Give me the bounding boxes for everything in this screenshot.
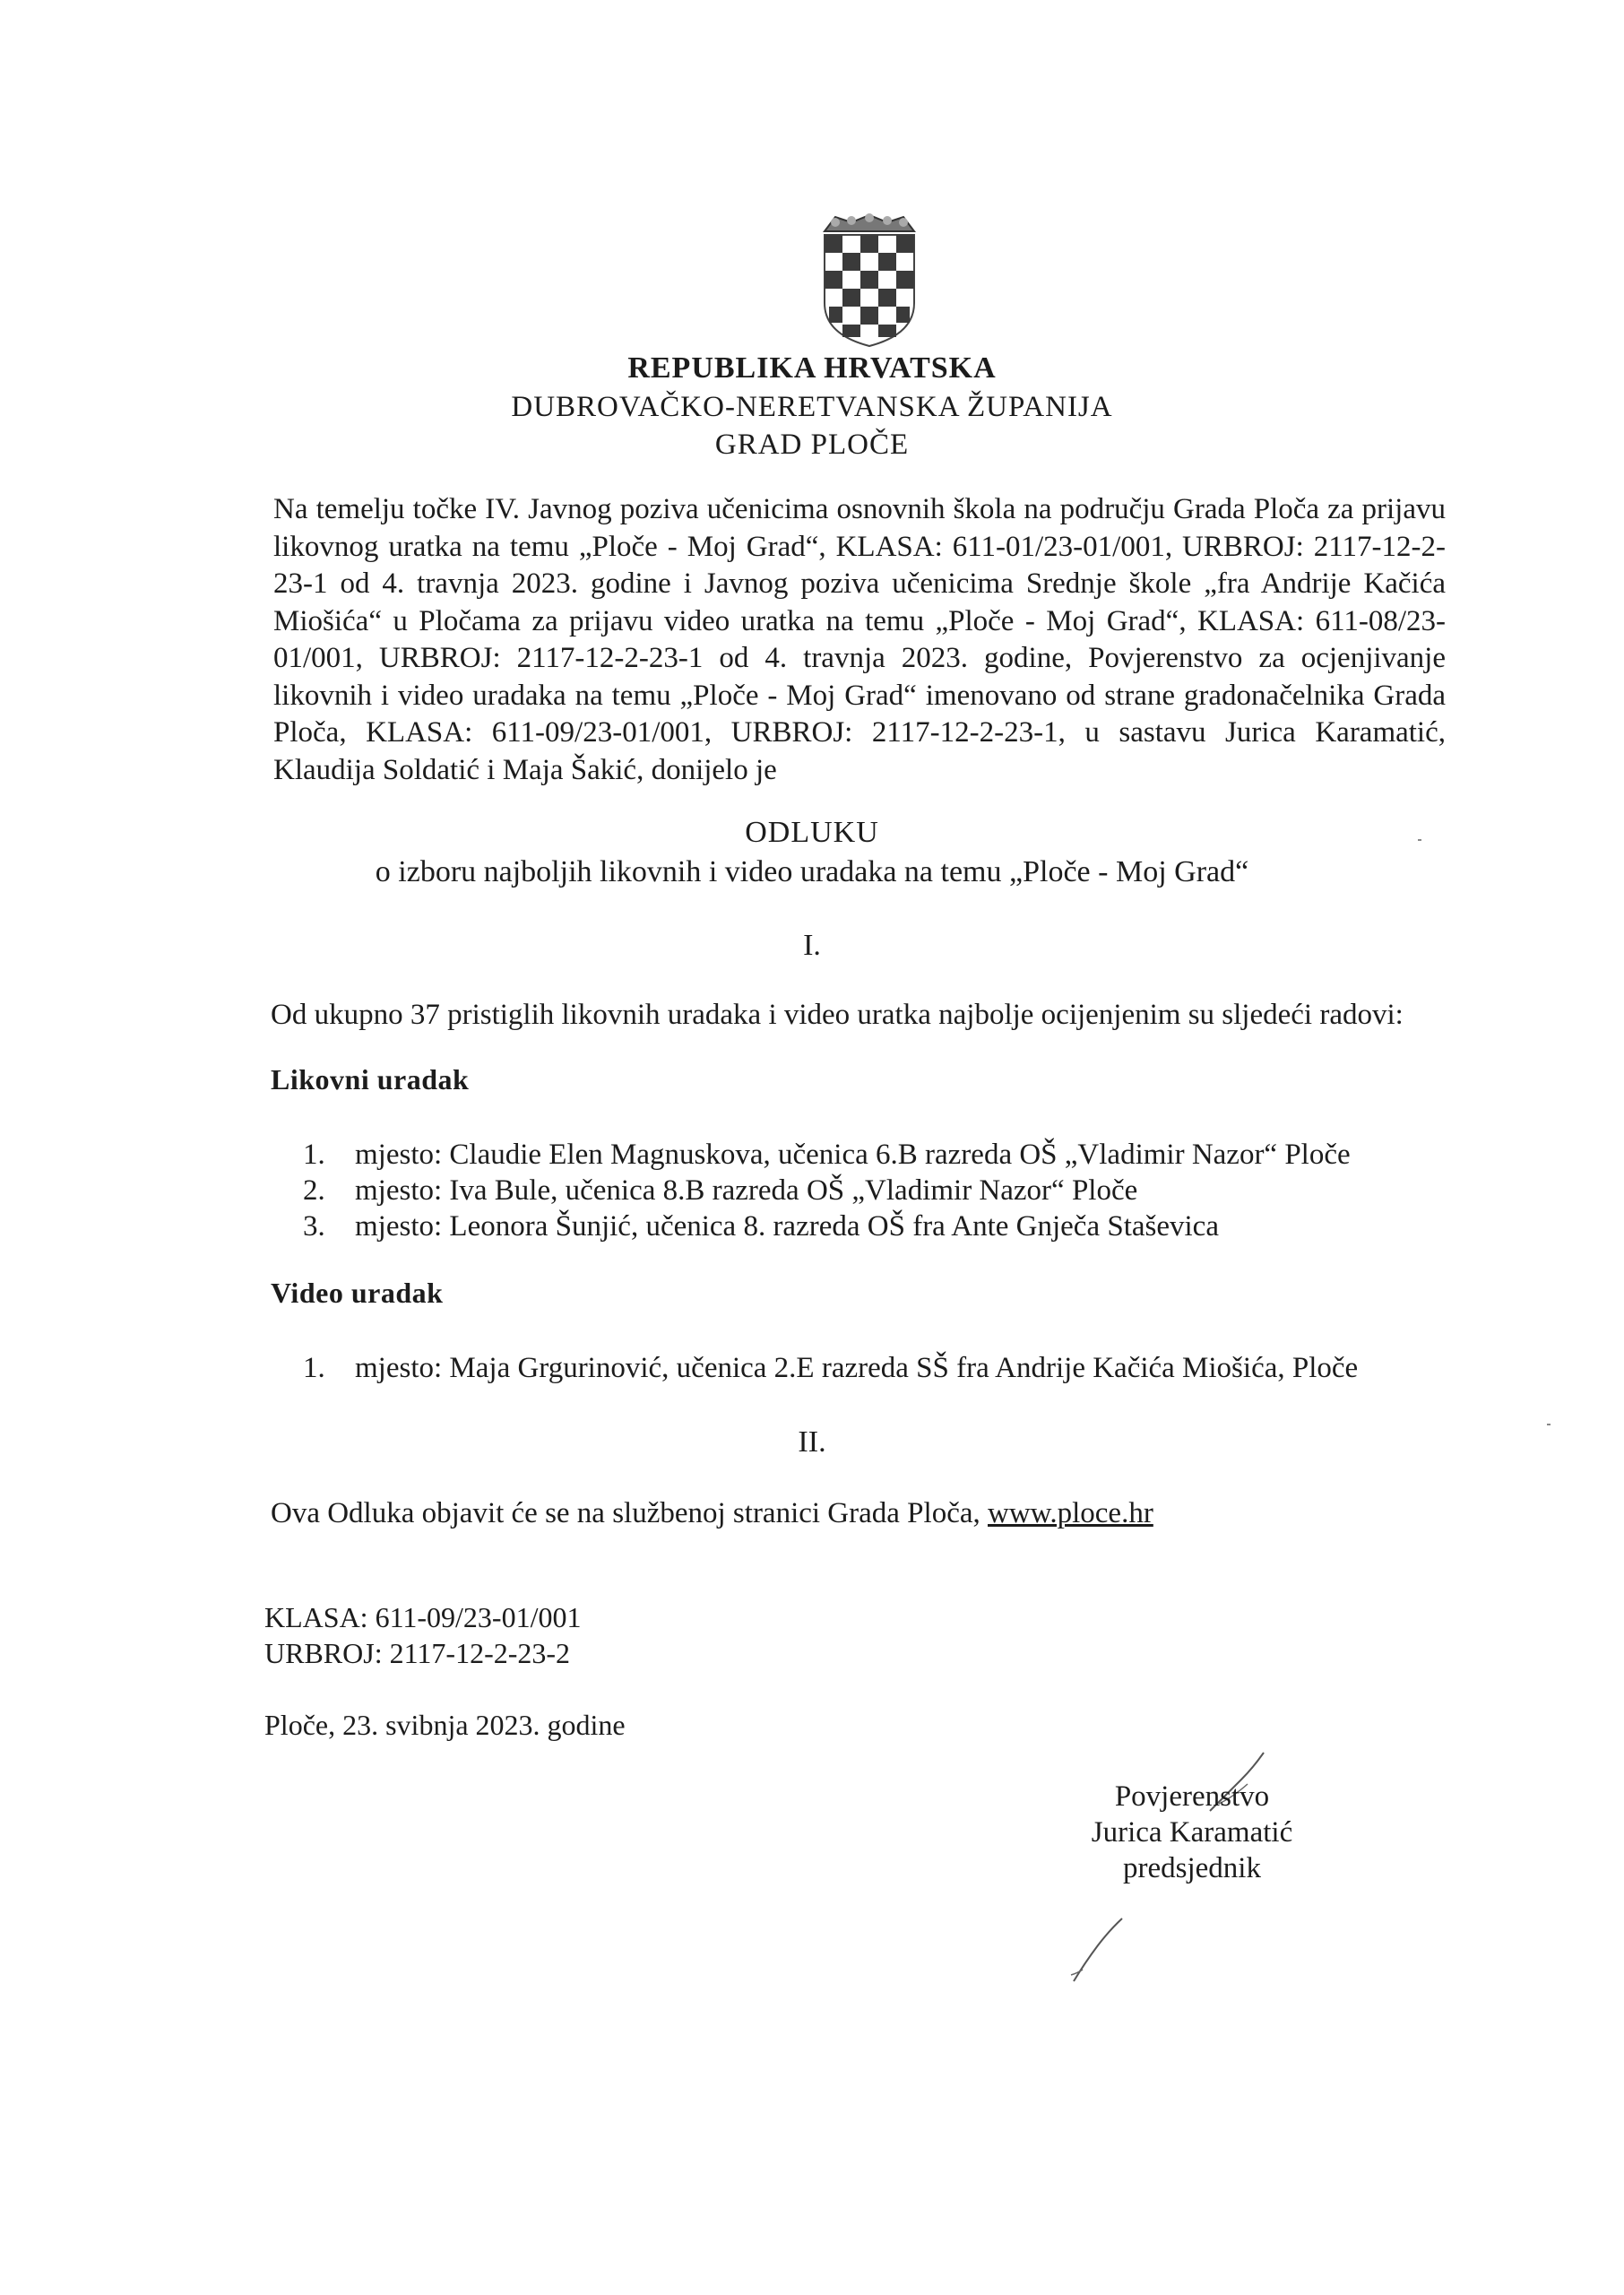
list-item xyxy=(303,1208,1351,1244)
results-intro: Od ukupno 37 pristiglih likovnih uradaka i video uratka najbolje ocijenjenim su sljedeći radovi: xyxy=(271,999,1404,1031)
award-number: 3. xyxy=(303,1210,325,1243)
award-text: mjesto: Leonora Šunjić, učenica 8. razreda OŠ fra Ante Gnječa Staševica xyxy=(355,1210,1219,1243)
header-county: DUBROVAČKO-NERETVANSKA ŽUPANIJA xyxy=(511,391,1113,423)
decision-subtitle: o izboru najboljih likovnih i video uradaka na temu „Ploče - Moj Grad“ xyxy=(375,855,1249,888)
award-number: 2. xyxy=(303,1174,325,1207)
signature-block xyxy=(1058,1779,1326,1886)
video-awards-list xyxy=(303,1350,1358,1386)
list-item xyxy=(303,1350,1358,1386)
website-link[interactable]: www.ploce.hr xyxy=(988,1497,1153,1529)
signature-committee: Povjerenstvo xyxy=(1114,1780,1270,1813)
award-text: mjesto: Maja Grgurinović, učenica 2.E razreda SŠ fra Andrije Kačića Miošića, Ploče xyxy=(355,1352,1359,1384)
publish-text: Ova Odluka objavit će se na službenoj stranici Grada Ploča, xyxy=(271,1497,988,1529)
signature-scribble-icon xyxy=(1067,1914,1129,1986)
art-heading: Likovni uradak xyxy=(271,1063,470,1096)
klasa-number: KLASA: 611-09/23-01/001 xyxy=(264,1601,582,1633)
signature-role: predsjednik xyxy=(1123,1852,1261,1884)
award-text: mjesto: Claudie Elen Magnuskova, učenica 6.B razreda OŠ „Vladimir Nazor“ Ploče xyxy=(355,1139,1351,1171)
scan-speck xyxy=(1547,1424,1551,1425)
urbroj-number: URBROJ: 2117-12-2-23-2 xyxy=(264,1637,571,1669)
list-item xyxy=(303,1137,1351,1173)
intro-paragraph: Na temelju točke IV. Javnog poziva učenicima osnovnih škola na području Grada Ploča za prijavu likovnog uratka na temu „Ploče - Moj Grad“, KLASA: 611-01/23-01/001, URBROJ: 2117-12-2-23-1 od 4. travnja 2023. godine i Javnog poziva učenicima Srednje škole „fra Andrije Kačića Miošića“ u Pločama za prijavu video uratka na temu „Ploče - Moj Grad“, KLASA: 611-08/23-01/001, URBROJ: 2117-12-2-23-1 od 4. travnja 2023. godine, Povjerenstvo za ocjenjivanje likovnih i video uradaka na temu „Ploče - Moj Grad“ imenovano od strane gradonačelnika Grada Ploča, KLASA: 611-09/23-01/001, URBROJ: 2117-12-2-23-1, u sastavu Jurica Karamatić, Klaudija Soldatić i Maja Šakić, donijelo je xyxy=(273,493,1446,786)
publish-note xyxy=(271,1497,1153,1530)
place-date: Ploče, 23. svibnja 2023. godine xyxy=(264,1709,626,1741)
art-awards-list xyxy=(303,1137,1351,1244)
coat-of-arms-icon xyxy=(816,204,923,348)
award-text: mjesto: Iva Bule, učenica 8.B razreda OŠ „Vladimir Nazor“ Ploče xyxy=(355,1174,1138,1207)
signature-name: Jurica Karamatić xyxy=(1091,1816,1293,1849)
list-item xyxy=(303,1173,1351,1208)
award-number: 1. xyxy=(303,1352,325,1384)
award-number: 1. xyxy=(303,1139,325,1171)
header-city: GRAD PLOČE xyxy=(714,429,910,461)
section-numeral-1: I. xyxy=(803,929,821,962)
video-heading: Video uradak xyxy=(271,1277,444,1309)
scan-speck xyxy=(1418,839,1421,841)
decision-title: ODLUKU xyxy=(745,816,879,849)
header-country: REPUBLIKA HRVATSKA xyxy=(627,351,997,385)
section-numeral-2: II. xyxy=(798,1425,826,1459)
